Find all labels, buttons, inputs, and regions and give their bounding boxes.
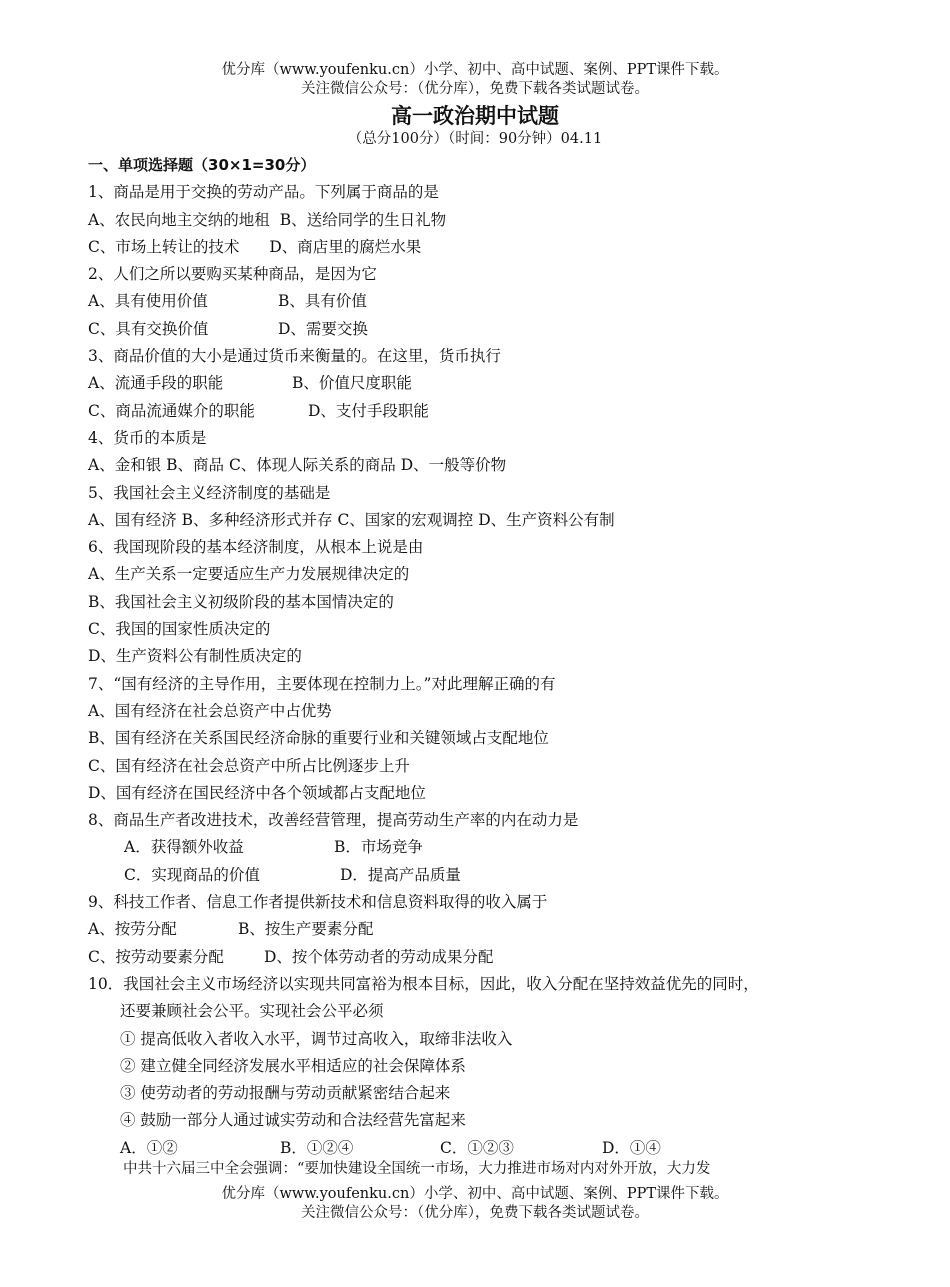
question-1-options-ab <box>88 207 908 234</box>
option-d: D、支付手段职能 <box>308 401 429 420</box>
question-7-stem: 7、“国有经济的主导作用，主要体现在控制力上。”对此理解正确的有 <box>88 674 556 693</box>
question-10-stem-line-1: 10．我国社会主义市场经济以实现共同富裕为根本目标，因此，收入分配在坚持效益优先的同时， <box>88 974 759 993</box>
question-6-option-b: B、我国社会主义初级阶段的基本国情决定的 <box>88 592 394 611</box>
question-7-option-b: B、国有经济在关系国民经济命脉的重要行业和关键领域占支配地位 <box>88 729 549 748</box>
option-c: C、具有交换价值 <box>88 319 209 338</box>
question-5-options: A、国有经济 B、多种经济形式并存 C、国家的宏观调控 D、生产资料公有制 <box>88 510 615 529</box>
header-line-2: 关注微信公众号：（优分库），免费下载各类试题试卷。 <box>301 81 649 97</box>
question-10-statement-1: ① 提高低收入者收入水平，调节过高收入，取缔非法收入 <box>120 1029 513 1048</box>
question-6-stem: 6、我国现阶段的基本经济制度，从根本上说是由 <box>88 538 424 557</box>
exam-content <box>88 152 908 1162</box>
question-2-options-cd <box>88 316 908 343</box>
question-6-option-d: D、生产资料公有制性质决定的 <box>88 647 302 666</box>
question-7-option-d: D、国有经济在国民经济中各个领域都占支配地位 <box>88 783 426 802</box>
footer-line-2: 关注微信公众号：（优分库），免费下载各类试题试卷。 <box>301 1205 649 1221</box>
option-c: C．①②③ <box>440 1138 514 1157</box>
option-b: B．市场竞争 <box>334 838 423 857</box>
question-1-stem: 1、商品是用于交换的劳动产品。下列属于商品的是 <box>88 183 439 202</box>
question-5-stem: 5、我国社会主义经济制度的基础是 <box>88 483 331 502</box>
page-subtitle: （总分100分）（时间：90分钟）04.11 <box>347 131 603 147</box>
option-b: B、按生产要素分配 <box>238 920 374 939</box>
question-3-options-cd <box>88 398 908 425</box>
option-b: B．①②④ <box>280 1138 354 1157</box>
question-10-statement-2: ② 建立健全同经济发展水平相适应的社会保障体系 <box>120 1056 466 1075</box>
option-c: C、商品流通媒介的职能 <box>88 401 255 420</box>
question-3-options-ab <box>88 370 908 397</box>
footer-line-1: 优分库（www.youfenku.cn）小学、初中、高中试题、案例、PPT课件下载。 <box>221 1186 729 1202</box>
header-line-1: 优分库（www.youfenku.cn）小学、初中、高中试题、案例、PPT课件下载。 <box>221 62 729 78</box>
question-9-options-ab <box>88 916 908 943</box>
question-6-option-a: A、生产关系一定要适应生产力发展规律决定的 <box>88 565 410 584</box>
question-3-stem: 3、商品价值的大小是通过货币来衡量的。在这里，货币执行 <box>88 347 501 366</box>
option-a: A．①② <box>120 1138 178 1157</box>
question-9-stem: 9、科技工作者、信息工作者提供新技术和信息资料取得的收入属于 <box>88 893 548 912</box>
question-1-options-cd <box>88 234 908 261</box>
option-b: B、送给同学的生日礼物 <box>279 210 447 229</box>
question-11-partial-stem: 中共十六届三中全会强调：“要加快建设全国统一市场，大力推进市场对内对外开放，大力发 <box>123 1161 711 1177</box>
option-a: A、农民向地主交纳的地租 <box>88 210 270 229</box>
question-8-stem: 8、商品生产者改进技术，改善经营管理，提高劳动生产率的内在动力是 <box>88 811 579 830</box>
option-b: B、具有价值 <box>278 292 367 311</box>
option-c: C、市场上转让的技术 <box>88 237 240 256</box>
option-d: D、按个体劳动者的劳动成果分配 <box>264 947 494 966</box>
question-6-option-c: C、我国的国家性质决定的 <box>88 620 271 639</box>
page-footer <box>0 1185 950 1223</box>
section-heading: 一、单项选择题（30×1=30分） <box>88 156 316 174</box>
question-2-options-ab <box>88 288 908 315</box>
page-title: 高一政治期中试题 <box>391 104 559 128</box>
question-9-options-cd <box>88 944 908 971</box>
question-10-options <box>88 1135 908 1162</box>
option-d: D、需要交换 <box>278 319 368 338</box>
option-a: A、流通手段的职能 <box>88 374 224 393</box>
option-a: A．获得额外收益 <box>124 838 244 857</box>
option-c: C、按劳动要素分配 <box>88 947 224 966</box>
question-4-stem: 4、货币的本质是 <box>88 428 207 447</box>
question-10-statement-4: ④ 鼓励一部分人通过诚实劳动和合法经营先富起来 <box>120 1111 466 1130</box>
question-10-stem-line-2: 还要兼顾社会公平。实现社会公平必须 <box>120 1002 384 1021</box>
question-7-option-c: C、国有经济在社会总资产中所占比例逐步上升 <box>88 756 410 775</box>
question-4-options: A、金和银 B、商品 C、体现人际关系的商品 D、一般等价物 <box>88 456 507 475</box>
option-d: D．提高产品质量 <box>340 865 461 884</box>
option-c: C．实现商品的价值 <box>124 865 260 884</box>
question-10-statement-3: ③ 使劳动者的劳动报酬与劳动贡献紧密结合起来 <box>120 1084 451 1103</box>
page-header <box>0 61 950 99</box>
question-7-option-a: A、国有经济在社会总资产中占优势 <box>88 701 332 720</box>
question-2-stem: 2、人们之所以要购买某种商品，是因为它 <box>88 265 377 284</box>
option-b: B、价值尺度职能 <box>292 374 412 393</box>
option-d: D．①④ <box>602 1138 661 1157</box>
option-a: A、具有使用价值 <box>88 292 208 311</box>
question-8-options-ab <box>88 834 908 861</box>
option-d: D、商店里的腐烂水果 <box>269 237 422 256</box>
question-8-options-cd <box>88 862 908 889</box>
option-a: A、按劳分配 <box>88 920 177 939</box>
